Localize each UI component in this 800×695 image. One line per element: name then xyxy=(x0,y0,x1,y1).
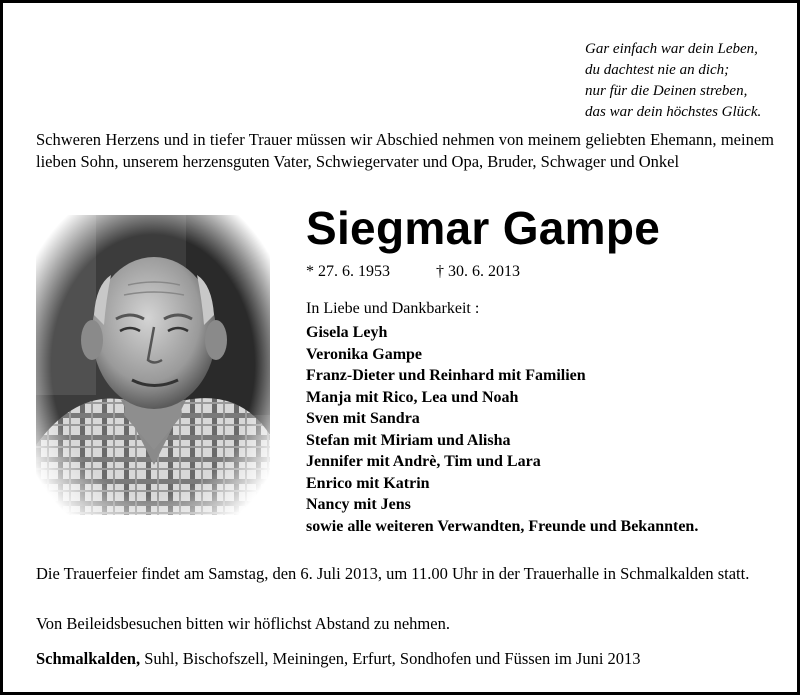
announcement-text: Schweren Herzens und in tiefer Trauer müssen wir Abschied nehmen von meinem geliebten Ehemann, meinem lieben Sohn, unserem herzensguten Vater, Schwiegervater und Opa, Bruder, Schwager und Onkel xyxy=(36,130,774,171)
mourner-entry: Gisela Leyh xyxy=(306,324,388,341)
mourner-entry: Sven mit Sandra xyxy=(306,410,420,427)
main-place: Schmalkalden, xyxy=(36,649,141,668)
memorial-poem xyxy=(585,39,761,123)
mourner-entry: Veronika Gampe xyxy=(306,345,423,363)
funeral-service-text: Die Trauerfeier findet am Samstag, den 6. Juli 2013, um 11.00 Uhr in der Trauerhalle in Schmalkalden statt. xyxy=(36,564,750,583)
mourner-entry: Manja mit Rico, Lea und Noah xyxy=(306,388,519,406)
life-dates xyxy=(306,262,520,282)
death-date: † 30. 6. 2013 xyxy=(436,263,520,280)
mourner-entry: Jennifer mit Andrè, Tim und Lara xyxy=(306,453,541,470)
other-places: Suhl, Bischofszell, Meiningen, Erfurt, Sondhofen und Füssen im Juni 2013 xyxy=(140,649,641,668)
poem-line: du dachtest nie an dich; xyxy=(585,62,730,78)
birth-date: * 27. 6. 1953 xyxy=(306,263,390,280)
condolence-note: Von Beileidsbesuchen bitten wir höflichst Abstand zu nehmen. xyxy=(36,614,450,633)
mourner-entry: Stefan mit Miriam und Alisha xyxy=(306,431,511,449)
places-and-date xyxy=(36,648,641,669)
deceased-name: Siegmar Gampe xyxy=(306,202,661,254)
poem-line: nur für die Deinen streben, xyxy=(585,83,748,99)
mourners-list xyxy=(306,322,698,537)
mourner-entry: sowie alle weiteren Verwandten, Freunde und Bekannten. xyxy=(306,517,699,535)
mourner-entry: Franz-Dieter und Reinhard mit Familien xyxy=(306,367,586,384)
mourner-entry: Nancy mit Jens xyxy=(306,496,411,513)
poem-line: Gar einfach war dein Leben, xyxy=(585,41,758,57)
mourner-entry: Enrico mit Katrin xyxy=(306,474,430,492)
poem-line: das war dein höchstes Glück. xyxy=(585,104,762,120)
portrait-photo xyxy=(36,215,270,515)
mourners-intro: In Liebe und Dankbarkeit : xyxy=(306,300,480,317)
